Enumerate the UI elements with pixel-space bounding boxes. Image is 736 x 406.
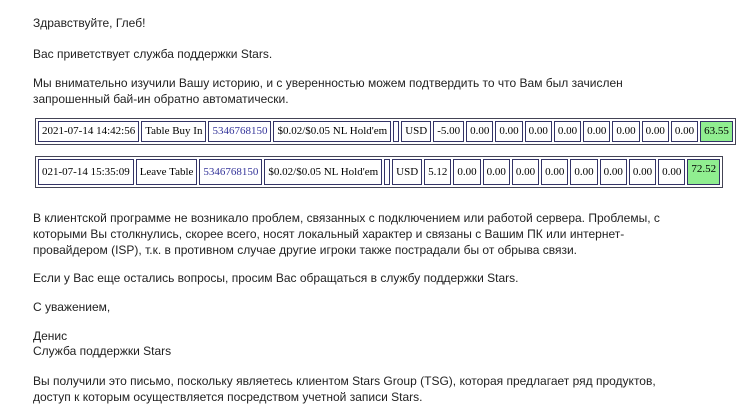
currency-cell: USD — [401, 121, 431, 142]
currency-cell: USD — [392, 159, 422, 185]
intro-line: Вас приветствует служба поддержки Stars. — [33, 47, 273, 61]
value-cell: 0.00 — [453, 159, 480, 185]
balance-cell: 72.52 — [687, 159, 720, 185]
value-cell: 0.00 — [495, 121, 522, 142]
value-cell: 0.00 — [554, 121, 581, 142]
table-row — [38, 159, 720, 185]
contact-support-line: Если у Вас еще остались вопросы, просим Вас обращаться в службу поддержки Stars. — [33, 271, 519, 285]
value-cell: 0.00 — [525, 121, 552, 142]
value-cell: 0.00 — [600, 159, 627, 185]
transaction-table-leave — [35, 156, 723, 188]
balance-cell: 63.55 — [700, 121, 733, 142]
value-cell: 0.00 — [483, 159, 510, 185]
greeting: Здравствуйте, Глеб! — [33, 16, 146, 30]
amount-cell: -5.00 — [433, 121, 464, 142]
footer-notice: Вы получили это письмо, поскольку являетесь клиентом Stars Group (TSG), которая предлагает ряд продуктов, доступ к которым осуществляется посредством учетной записи Stars. — [33, 374, 656, 404]
table-id-link[interactable]: 5346768150 — [208, 121, 271, 142]
empty-cell — [393, 121, 399, 142]
empty-cell — [384, 159, 390, 185]
signature-name: Денис — [33, 329, 68, 343]
amount-cell: 5.12 — [424, 159, 451, 185]
regards-line: С уважением, — [33, 300, 111, 314]
value-cell: 0.00 — [629, 159, 656, 185]
value-cell: 0.00 — [671, 121, 698, 142]
value-cell: 0.00 — [612, 121, 639, 142]
value-cell: 0.00 — [466, 121, 493, 142]
value-cell: 0.00 — [541, 159, 568, 185]
table-id-link[interactable]: 5346768150 — [199, 159, 262, 185]
explanation-paragraph: В клиентской программе не возникало проблем, связанных с подключением или работой сервера. Проблемы, с которыми Вы столкнулись, скорее всего, носят локальный характер и связаны с Вашим ПК или интернет-провайдером (ISP), т.к. в противном случае другие игроки также пострадали бы от обрыва связи. — [33, 211, 660, 257]
date-cell: 021-07-14 15:35:09 — [38, 159, 134, 185]
value-cell: 0.00 — [512, 159, 539, 185]
game-cell: $0.02/$0.05 NL Hold'em — [264, 159, 382, 185]
value-cell: 0.00 — [570, 159, 597, 185]
action-cell: Table Buy In — [141, 121, 206, 142]
value-cell: 0.00 — [642, 121, 669, 142]
action-cell: Leave Table — [136, 159, 198, 185]
date-cell: 2021-07-14 14:42:56 — [38, 121, 139, 142]
value-cell: 0.00 — [658, 159, 685, 185]
table-row — [38, 121, 733, 142]
signature-team: Служба поддержки Stars — [33, 344, 172, 358]
history-paragraph: Мы внимательно изучили Вашу историю, и с уверенностью можем подтвердить то что Вам был зачислен запрошенный бай-ин обратно автоматически. — [33, 76, 623, 106]
value-cell: 0.00 — [583, 121, 610, 142]
transaction-table-buyin — [35, 118, 736, 145]
game-cell: $0.02/$0.05 NL Hold'em — [273, 121, 391, 142]
